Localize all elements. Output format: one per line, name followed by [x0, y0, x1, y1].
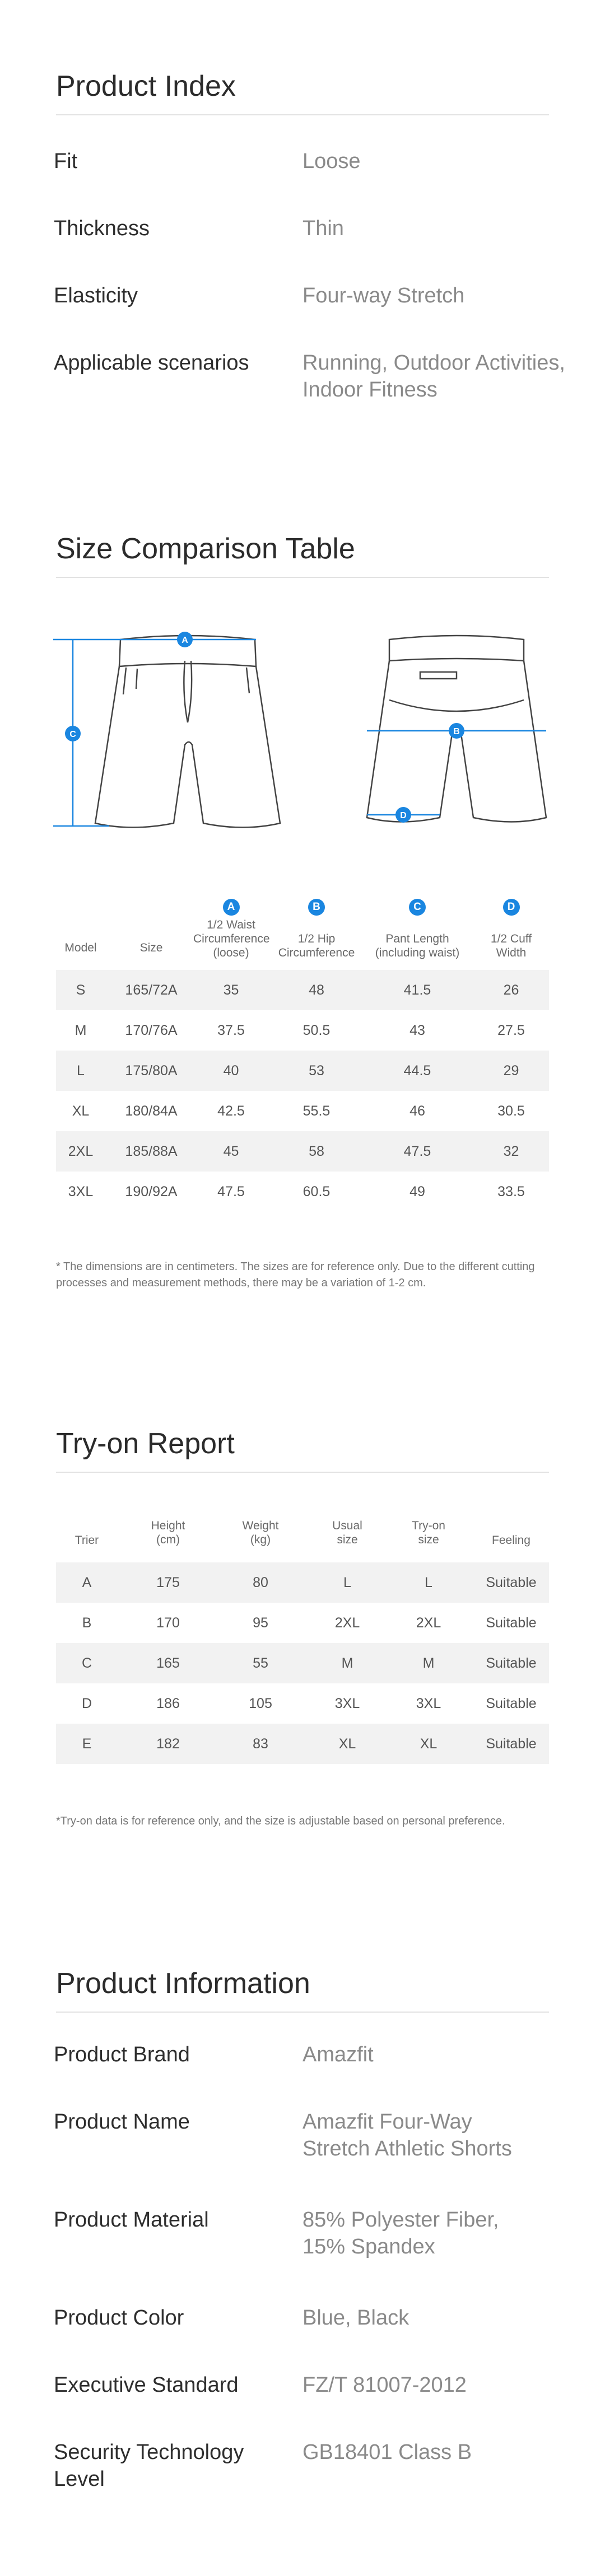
table-row — [56, 1724, 549, 1764]
table-cell: XL — [72, 1103, 90, 1119]
table-cell: 43 — [409, 1023, 425, 1038]
info-label: Product Brand — [54, 2043, 190, 2066]
size-header-hip-label: 1/2 Hip Circumference — [278, 932, 355, 959]
table-row — [56, 1091, 549, 1131]
table-cell: 58 — [309, 1144, 324, 1159]
size-header-length — [367, 885, 468, 974]
table-cell: E — [82, 1736, 92, 1752]
size-header-waist-label: 1/2 Waist Circumference (loose) — [193, 918, 270, 959]
table-cell: Suitable — [486, 1696, 537, 1711]
table-cell: 185/88A — [125, 1144, 178, 1159]
table-row — [56, 970, 549, 1010]
table-cell: 2XL — [334, 1615, 360, 1631]
tryon-header-weight: Weight (kg) — [242, 1519, 279, 1546]
info-value: Blue, Black — [302, 2306, 409, 2330]
info-value: 85% Polyester Fiber, 15% Spandex — [302, 2208, 499, 2258]
table-cell: 47.5 — [217, 1184, 245, 1200]
tryon-header-tryon: Try-on size — [412, 1519, 445, 1546]
tryon-header-feeling: Feeling — [492, 1534, 530, 1547]
table-cell: L — [77, 1063, 85, 1079]
table-cell: 105 — [249, 1696, 272, 1711]
table-cell: 182 — [156, 1736, 180, 1752]
front-shorts-illustration — [95, 636, 280, 828]
table-cell: 50.5 — [302, 1023, 331, 1038]
table-cell: 60.5 — [302, 1184, 331, 1200]
table-cell: 165 — [156, 1655, 180, 1671]
table-cell: 170 — [156, 1615, 180, 1631]
info-label: Security Technology Level — [54, 2440, 244, 2491]
table-cell: 55.5 — [302, 1103, 331, 1119]
table-row — [56, 1603, 549, 1643]
table-cell: 35 — [223, 982, 239, 998]
table-cell: 27.5 — [497, 1023, 525, 1038]
info-value: Amazfit — [302, 2043, 374, 2066]
index-value: Running, Outdoor Activities, Indoor Fitness — [302, 351, 565, 402]
index-value: Thin — [302, 217, 344, 240]
table-cell: Suitable — [486, 1615, 537, 1631]
table-cell: D — [81, 1696, 92, 1711]
index-label: Thickness — [54, 217, 150, 240]
table-cell: 46 — [409, 1103, 425, 1119]
info-label: Product Material — [54, 2208, 209, 2232]
table-cell: S — [76, 982, 86, 998]
table-cell: M — [75, 1023, 87, 1038]
table-cell: 26 — [503, 982, 519, 998]
table-cell: 55 — [253, 1655, 268, 1671]
size-header-cuff-label: 1/2 Cuff Width — [490, 932, 532, 959]
tryon-table — [56, 1512, 549, 1770]
index-label: Fit — [54, 150, 78, 173]
table-cell: M — [341, 1655, 353, 1671]
badge-c-label: C — [69, 730, 76, 739]
table-row — [56, 1562, 549, 1603]
table-cell: 95 — [253, 1615, 268, 1631]
size-comparison-table — [56, 885, 549, 1232]
shorts-measurement-diagram — [53, 627, 557, 840]
table-cell: B — [82, 1615, 92, 1631]
table-cell: 40 — [223, 1063, 239, 1079]
size-header-waist — [193, 885, 269, 974]
tryon-title: Try-on Report — [56, 1427, 549, 1473]
table-cell: 175 — [156, 1575, 180, 1590]
size-header-size: Size — [139, 941, 163, 954]
info-label: Product Color — [54, 2306, 184, 2330]
index-label: Elasticity — [54, 284, 138, 307]
table-cell: 30.5 — [497, 1103, 525, 1119]
badge-d-label: D — [400, 811, 407, 820]
table-cell: 33.5 — [497, 1184, 525, 1200]
size-header-hip — [274, 885, 359, 974]
table-row — [56, 1131, 549, 1172]
table-cell: 47.5 — [403, 1144, 431, 1159]
measurement-lines — [53, 640, 546, 826]
table-cell: A — [82, 1575, 92, 1590]
size-header-cuff — [473, 885, 549, 974]
index-value: Loose — [302, 150, 361, 173]
table-row — [56, 1010, 549, 1051]
table-cell: 44.5 — [403, 1063, 431, 1079]
size-header-model: Model — [64, 941, 97, 954]
tryon-header-height: Height (cm) — [151, 1519, 185, 1546]
tryon-header-trier: Trier — [75, 1534, 99, 1547]
badge-a-label: A — [182, 636, 188, 645]
badge-b-label: B — [453, 727, 460, 736]
info-value: GB18401 Class B — [302, 2440, 472, 2464]
info-value: Amazfit Four-Way Stretch Athletic Shorts — [302, 2110, 512, 2160]
badge-a: A — [223, 899, 240, 916]
table-cell: 32 — [503, 1144, 519, 1159]
table-cell: 2XL — [68, 1144, 94, 1159]
table-cell: 175/80A — [125, 1063, 178, 1079]
info-label: Executive Standard — [54, 2373, 239, 2397]
table-cell: 48 — [309, 982, 324, 998]
table-cell: 29 — [503, 1063, 519, 1079]
badge-d: D — [503, 899, 520, 916]
table-cell: XL — [420, 1736, 438, 1752]
table-cell: 170/76A — [125, 1023, 178, 1038]
table-row — [56, 1051, 549, 1091]
tryon-note: *Try-on data is for reference only, and the size is adjustable based on personal preference. — [56, 1815, 505, 1827]
table-cell: Suitable — [486, 1655, 537, 1671]
table-row — [56, 1643, 549, 1683]
table-cell: Suitable — [486, 1575, 537, 1590]
table-cell: L — [343, 1575, 351, 1590]
table-cell: 37.5 — [217, 1023, 245, 1038]
table-cell: 41.5 — [403, 982, 431, 998]
table-cell: 80 — [253, 1575, 268, 1590]
table-cell: 3XL — [334, 1696, 360, 1711]
product-info-title: Product Information — [56, 1967, 549, 2013]
table-row — [56, 1683, 549, 1724]
table-cell: 49 — [409, 1184, 425, 1200]
info-value: FZ/T 81007-2012 — [302, 2373, 467, 2397]
size-table-note: * The dimensions are in centimeters. The sizes are for reference only. Due to the different cutting processes and measurement methods, there may be a variation of 1-2 cm. — [56, 1261, 535, 1289]
table-cell: C — [81, 1655, 92, 1671]
table-cell: 83 — [253, 1736, 268, 1752]
table-cell: 53 — [309, 1063, 324, 1079]
table-cell: 3XL — [416, 1696, 441, 1711]
info-label: Product Name — [54, 2110, 190, 2134]
table-cell: 180/84A — [125, 1103, 178, 1119]
table-cell: 186 — [156, 1696, 180, 1711]
table-cell: 3XL — [68, 1184, 94, 1200]
table-cell: 165/72A — [125, 982, 178, 998]
table-cell: XL — [338, 1736, 356, 1752]
index-label: Applicable scenarios — [54, 351, 249, 375]
table-cell: 42.5 — [217, 1103, 245, 1119]
tryon-header-usual: Usual size — [332, 1519, 362, 1546]
index-value: Four-way Stretch — [302, 284, 465, 307]
size-table-title: Size Comparison Table — [56, 532, 549, 578]
table-row — [56, 1172, 549, 1212]
size-header-length-label: Pant Length (including waist) — [375, 932, 460, 959]
product-index-title: Product Index — [56, 69, 549, 115]
badge-b: B — [308, 899, 325, 916]
table-cell: 2XL — [416, 1615, 441, 1631]
table-cell: L — [425, 1575, 432, 1590]
table-cell: Suitable — [486, 1736, 537, 1752]
table-cell: M — [422, 1655, 435, 1671]
table-cell: 190/92A — [125, 1184, 178, 1200]
badge-c: C — [409, 899, 426, 916]
table-cell: 45 — [223, 1144, 239, 1159]
